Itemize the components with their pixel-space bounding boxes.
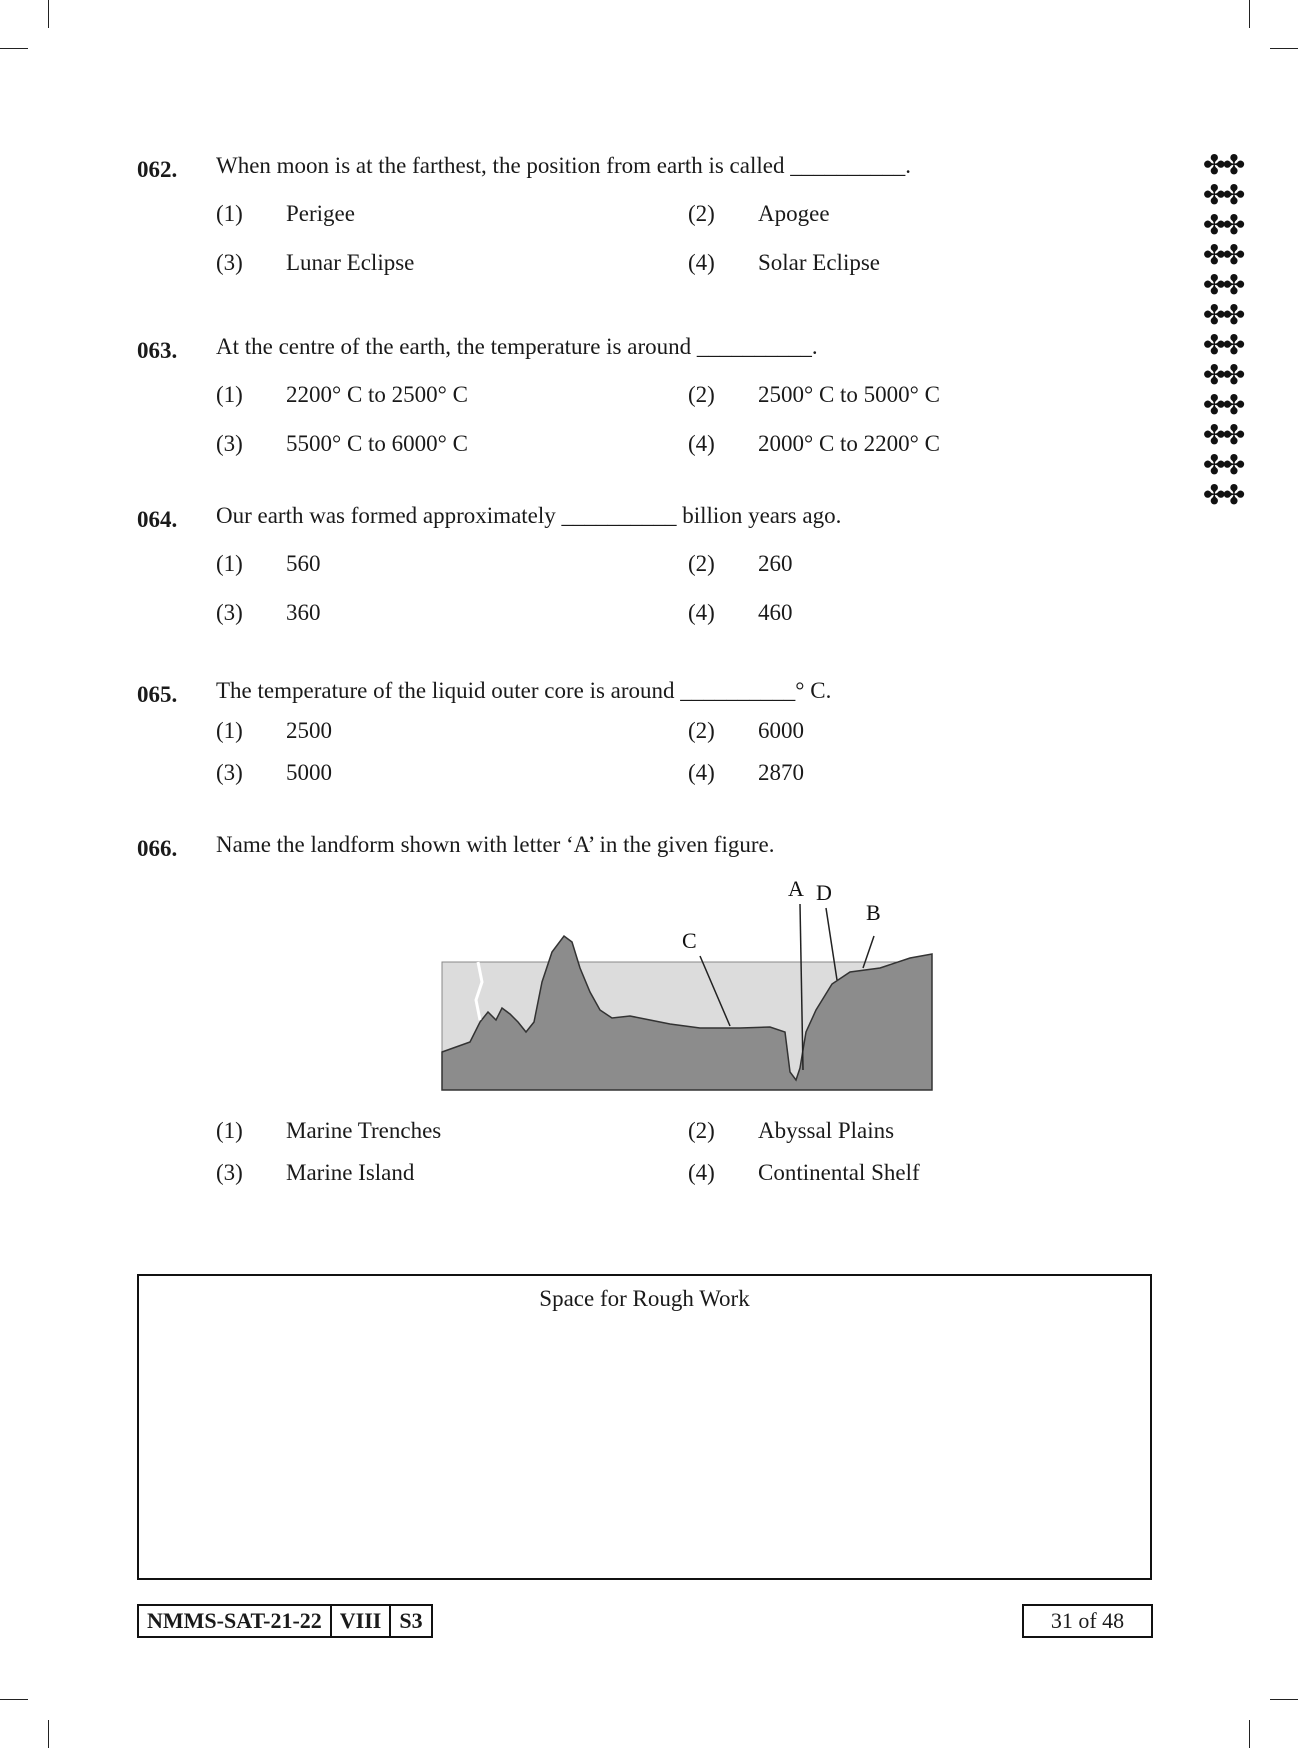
exam-code: NMMS-SAT-21-22 <box>139 1606 332 1636</box>
label-d: D <box>816 880 832 905</box>
footer-code-box <box>137 1604 433 1638</box>
question-text: Our earth was formed approximately __________ billion years ago. <box>216 503 842 528</box>
question-text: At the centre of the earth, the temperature is around __________. <box>216 334 818 359</box>
ocean-floor-figure <box>440 872 934 1098</box>
crop-mark <box>1270 48 1298 49</box>
rough-work-title: Space for Rough Work <box>539 1286 750 1311</box>
label-a: A <box>788 876 804 901</box>
question-number: 062. <box>137 157 178 182</box>
question-number: 064. <box>137 507 178 532</box>
class-label: VIII <box>332 1606 392 1636</box>
crop-mark <box>0 1699 28 1700</box>
crop-mark <box>48 1720 49 1748</box>
side-ornament: ✤✤ ✤✤ ✤✤ ✤✤ ✤✤ ✤✤ ✤✤ ✤✤ ✤✤ ✤✤ ✤✤ ✤✤ <box>1203 150 1243 511</box>
question-text: When moon is at the farthest, the position from earth is called __________. <box>216 153 911 178</box>
label-b: B <box>866 900 881 925</box>
question-066: 066. Name the landform shown with letter ‘A’ in the given figure. (1) Marine Trenches (2) Abyssal Plains (3) Marine Island (4) Continental Shelf <box>137 832 920 1185</box>
crop-mark <box>1270 1699 1298 1700</box>
set-label: S3 <box>399 1608 423 1633</box>
crop-mark <box>0 48 28 49</box>
page-number: 31 of 48 <box>1022 1604 1153 1638</box>
crop-mark <box>1249 1720 1250 1748</box>
question-text: Name the landform shown with letter ‘A’ in the given figure. <box>216 832 775 857</box>
label-c: C <box>682 928 697 953</box>
crop-mark <box>1249 0 1250 28</box>
question-number: 063. <box>137 338 178 363</box>
question-text: The temperature of the liquid outer core is around __________° C. <box>216 678 832 703</box>
question-number: 066. <box>137 836 178 861</box>
rough-work-box <box>137 1274 1152 1580</box>
question-number: 065. <box>137 682 178 707</box>
crop-mark <box>48 0 49 28</box>
